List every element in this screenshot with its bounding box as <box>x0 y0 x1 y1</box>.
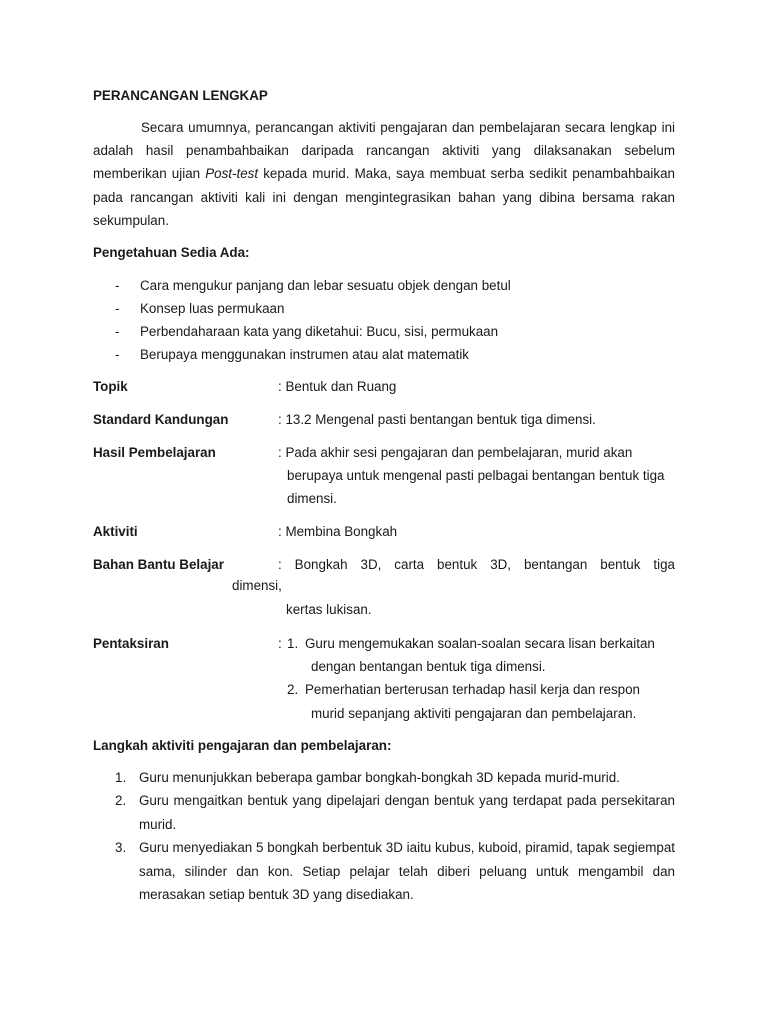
detail-value: : Bongkah 3D, carta bentuk 3D, bentangan bentuk tiga <box>278 557 675 572</box>
bullet-dash: - <box>115 301 120 316</box>
detail-label: Topik <box>93 379 128 394</box>
list-item <box>93 343 675 366</box>
item-text: Guru menyediakan 5 bongkah berbentuk 3D iaitu kubus, kuboid, piramid, tapak segiempat sama, silinder dan kon. Setiap pelajar telah diberi peluang untuk mengambil dan merasakan setiap bentuk 3D yang disediakan. <box>139 840 675 903</box>
detail-value-continuation: dimensi, <box>232 578 282 593</box>
detail-label: Pentaksiran <box>93 636 169 651</box>
detail-value: : Pada akhir sesi pengajaran dan pembelajaran, murid akan berupaya untuk mengenal pasti pelbagai bentangan bentuk tiga dimensi. <box>278 445 665 507</box>
bullet-dash: - <box>115 324 120 339</box>
list-item <box>115 836 675 906</box>
intro-text-end: kepada murid. Maka, saya membuat serba sedikit penambahbaikan pada rancangan aktiviti kali ini dengan mengintegrasikan bahan yang dibina bersama rakan sekumpulan. <box>93 166 675 228</box>
item-text: Guru mengaitkan bentuk yang dipelajari dengan bentuk yang terdapat pada persekitaran murid. <box>139 793 675 832</box>
detail-value-continuation: kertas lukisan. <box>286 602 372 617</box>
list-item-text: Berupaya menggunakan instrumen atau alat matematik <box>140 347 470 362</box>
item-number: 1. <box>287 636 299 651</box>
item-number: 3. <box>115 840 127 856</box>
detail-label: Bahan Bantu Belajar <box>93 557 224 572</box>
detail-value <box>278 632 675 725</box>
detail-label: Hasil Pembelajaran <box>93 445 216 460</box>
list-item <box>93 320 675 343</box>
assessment-item-body <box>278 632 675 725</box>
detail-value: : 13.2 Mengenal pasti bentangan bentuk tiga dimensi. <box>278 412 596 427</box>
detail-label: Standard Kandungan <box>93 412 229 427</box>
intro-text-start: Secara umumnya, perancangan aktiviti pengajaran dan pembelajaran secara lengkap ini adalah hasil penambahbaikan daripada rancangan aktiviti yang dilaksanakan sebelum memberikan ujian <box>93 120 675 182</box>
assessment-numbered-item <box>287 678 675 724</box>
prior-knowledge-list <box>93 274 675 366</box>
list-item-text: Cara mengukur panjang dan lebar sesuatu objek dengan betul <box>140 278 511 293</box>
item-text: Guru menunjukkan beberapa gambar bongkah-bongkah 3D kepada murid-murid. <box>139 770 620 785</box>
steps-heading: Langkah aktiviti pengajaran dan pembelajaran: <box>93 738 392 753</box>
steps-list <box>115 766 675 906</box>
intro-paragraph <box>93 116 675 232</box>
list-item <box>115 789 675 836</box>
item-text: Pemerhatian berterusan terhadap hasil kerja dan respon murid sepanjang aktiviti pengajaran dan pembelajaran. <box>305 682 640 721</box>
assessment-numbered-item <box>287 632 675 678</box>
bullet-dash: - <box>115 278 120 293</box>
prior-knowledge-heading: Pengetahuan Sedia Ada: <box>93 245 250 260</box>
item-text: Guru mengemukakan soalan-soalan secara lisan berkaitan dengan bentangan bentuk tiga dimensi. <box>305 636 655 675</box>
list-item-text: Konsep luas permukaan <box>140 301 285 316</box>
item-number: 1. <box>115 770 127 785</box>
intro-italic-term: Post-test <box>205 166 259 182</box>
item-number: 2. <box>115 793 127 809</box>
bullet-dash: - <box>115 347 120 362</box>
assessment-item <box>278 632 675 725</box>
list-item <box>115 766 675 789</box>
item-number: 2. <box>287 682 299 698</box>
document-title: PERANCANGAN LENGKAP <box>93 88 268 103</box>
detail-value: : Membina Bongkah <box>278 524 398 539</box>
list-item <box>93 274 675 297</box>
detail-label: Aktiviti <box>93 524 138 539</box>
assessment-prefix: : <box>278 636 282 651</box>
list-item <box>93 297 675 320</box>
detail-value: : Bentuk dan Ruang <box>278 379 397 394</box>
list-item-text: Perbendaharaan kata yang diketahui: Bucu, sisi, permukaan <box>140 324 499 339</box>
